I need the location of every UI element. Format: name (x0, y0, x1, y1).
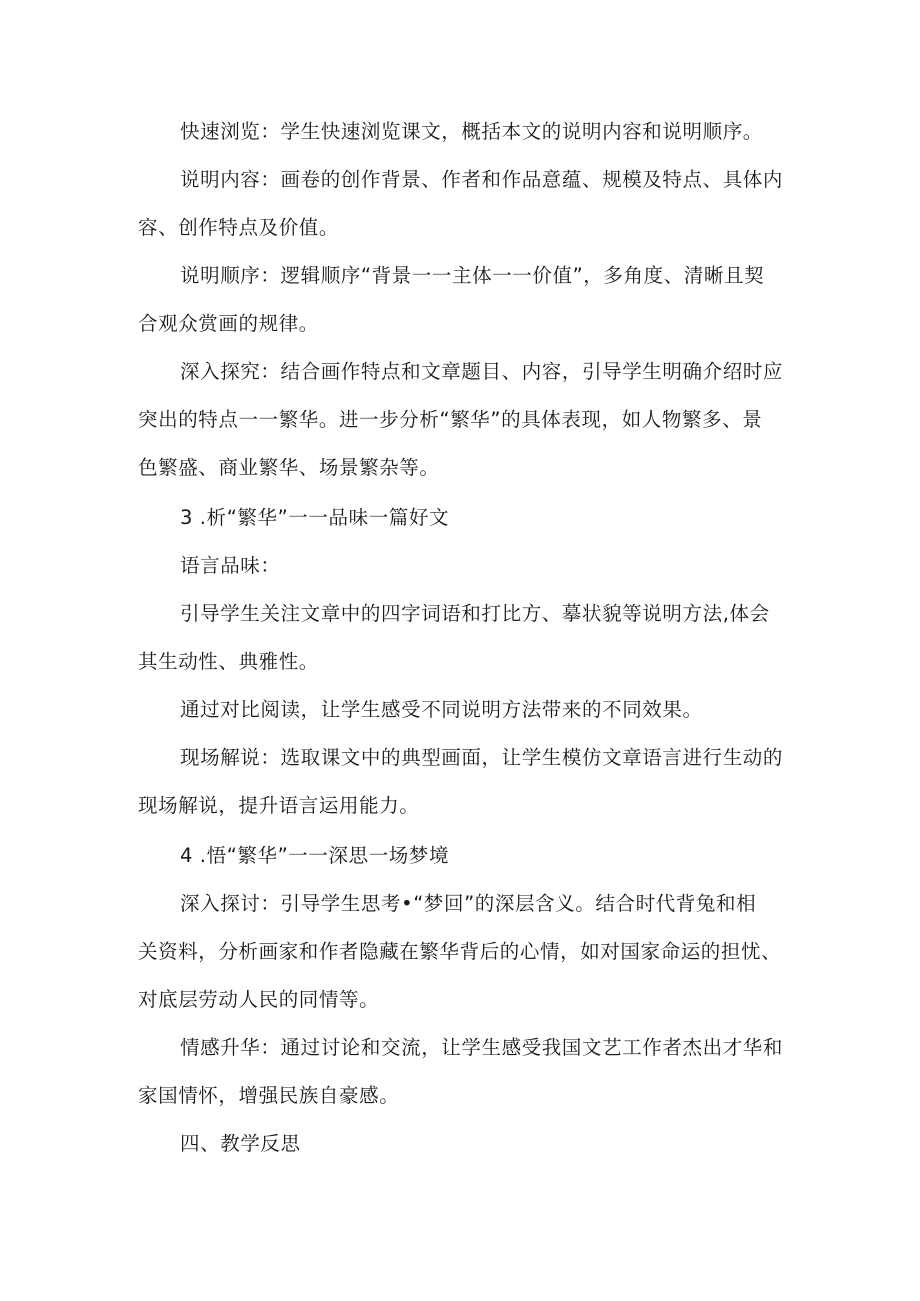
paragraph-comparison: 通过对比阅读，让学生感受不同说明方法带来的不同效果。 (180, 698, 703, 721)
paragraph-order-line-2: 合观众赏画的规律。 (138, 312, 319, 335)
paragraph-narration-line-2: 现场解说，提升语言运用能力。 (138, 794, 420, 817)
paragraph-order-line-1: 说明顺序：逻辑顺序“背景一一主体一一价值”，多角度、清晰且契 (180, 264, 765, 287)
paragraph-language-line-2: 其生动性、典雅性。 (138, 650, 319, 673)
paragraph-discussion-line-1: 深入探讨：引导学生思考•“梦回”的深层含义。结合时代背兔和相 (180, 892, 757, 915)
paragraph-content-line-1: 说明内容：画卷的创作背景、作者和作品意蕴、规模及特点、具体内 (180, 168, 784, 191)
section-heading-4: 4 .悟“繁华”一一深思一场梦境 (180, 844, 450, 867)
paragraph-language-label: 语言品味： (180, 554, 281, 577)
paragraph-emotion-line-1: 情感升华：通过讨论和交流，让学生感受我国文艺工作者杰出才华和 (180, 1036, 784, 1059)
paragraph-quick-browse: 快速浏览：学生快速浏览课文，概括本文的说明内容和说明顺序。 (180, 120, 763, 143)
paragraph-emotion-line-2: 家国情怀，增强民族自豪感。 (138, 1084, 400, 1107)
paragraph-explore-line-1: 深入探究：结合画作特点和文章题目、内容，引导学生明确介绍时应 (180, 360, 784, 383)
section-heading-3: 3 .析“繁华”一一品味一篇好文 (180, 506, 450, 529)
paragraph-language-line-1: 引导学生关注文章中的四字词语和打比方、摹状貌等说明方法,体会 (180, 602, 770, 625)
paragraph-narration-line-1: 现场解说：选取课文中的典型画面，让学生模仿文章语言进行生动的 (180, 746, 784, 769)
section-heading-reflection: 四、教学反思 (180, 1132, 301, 1155)
paragraph-discussion-line-3: 对底层劳动人民的同情等。 (138, 988, 380, 1011)
paragraph-explore-line-2: 突出的特点一一繁华。进一步分析“繁华”的具体表现，如人物繁多、景 (138, 408, 763, 431)
paragraph-discussion-line-2: 关资料，分析画家和作者隐藏在繁华背后的心情，如对国家命运的担忧、 (138, 940, 782, 963)
paragraph-content-line-2: 容、创作特点及价值。 (138, 216, 340, 239)
paragraph-explore-line-3: 色繁盛、商业繁华、场景繁杂等。 (138, 456, 440, 479)
